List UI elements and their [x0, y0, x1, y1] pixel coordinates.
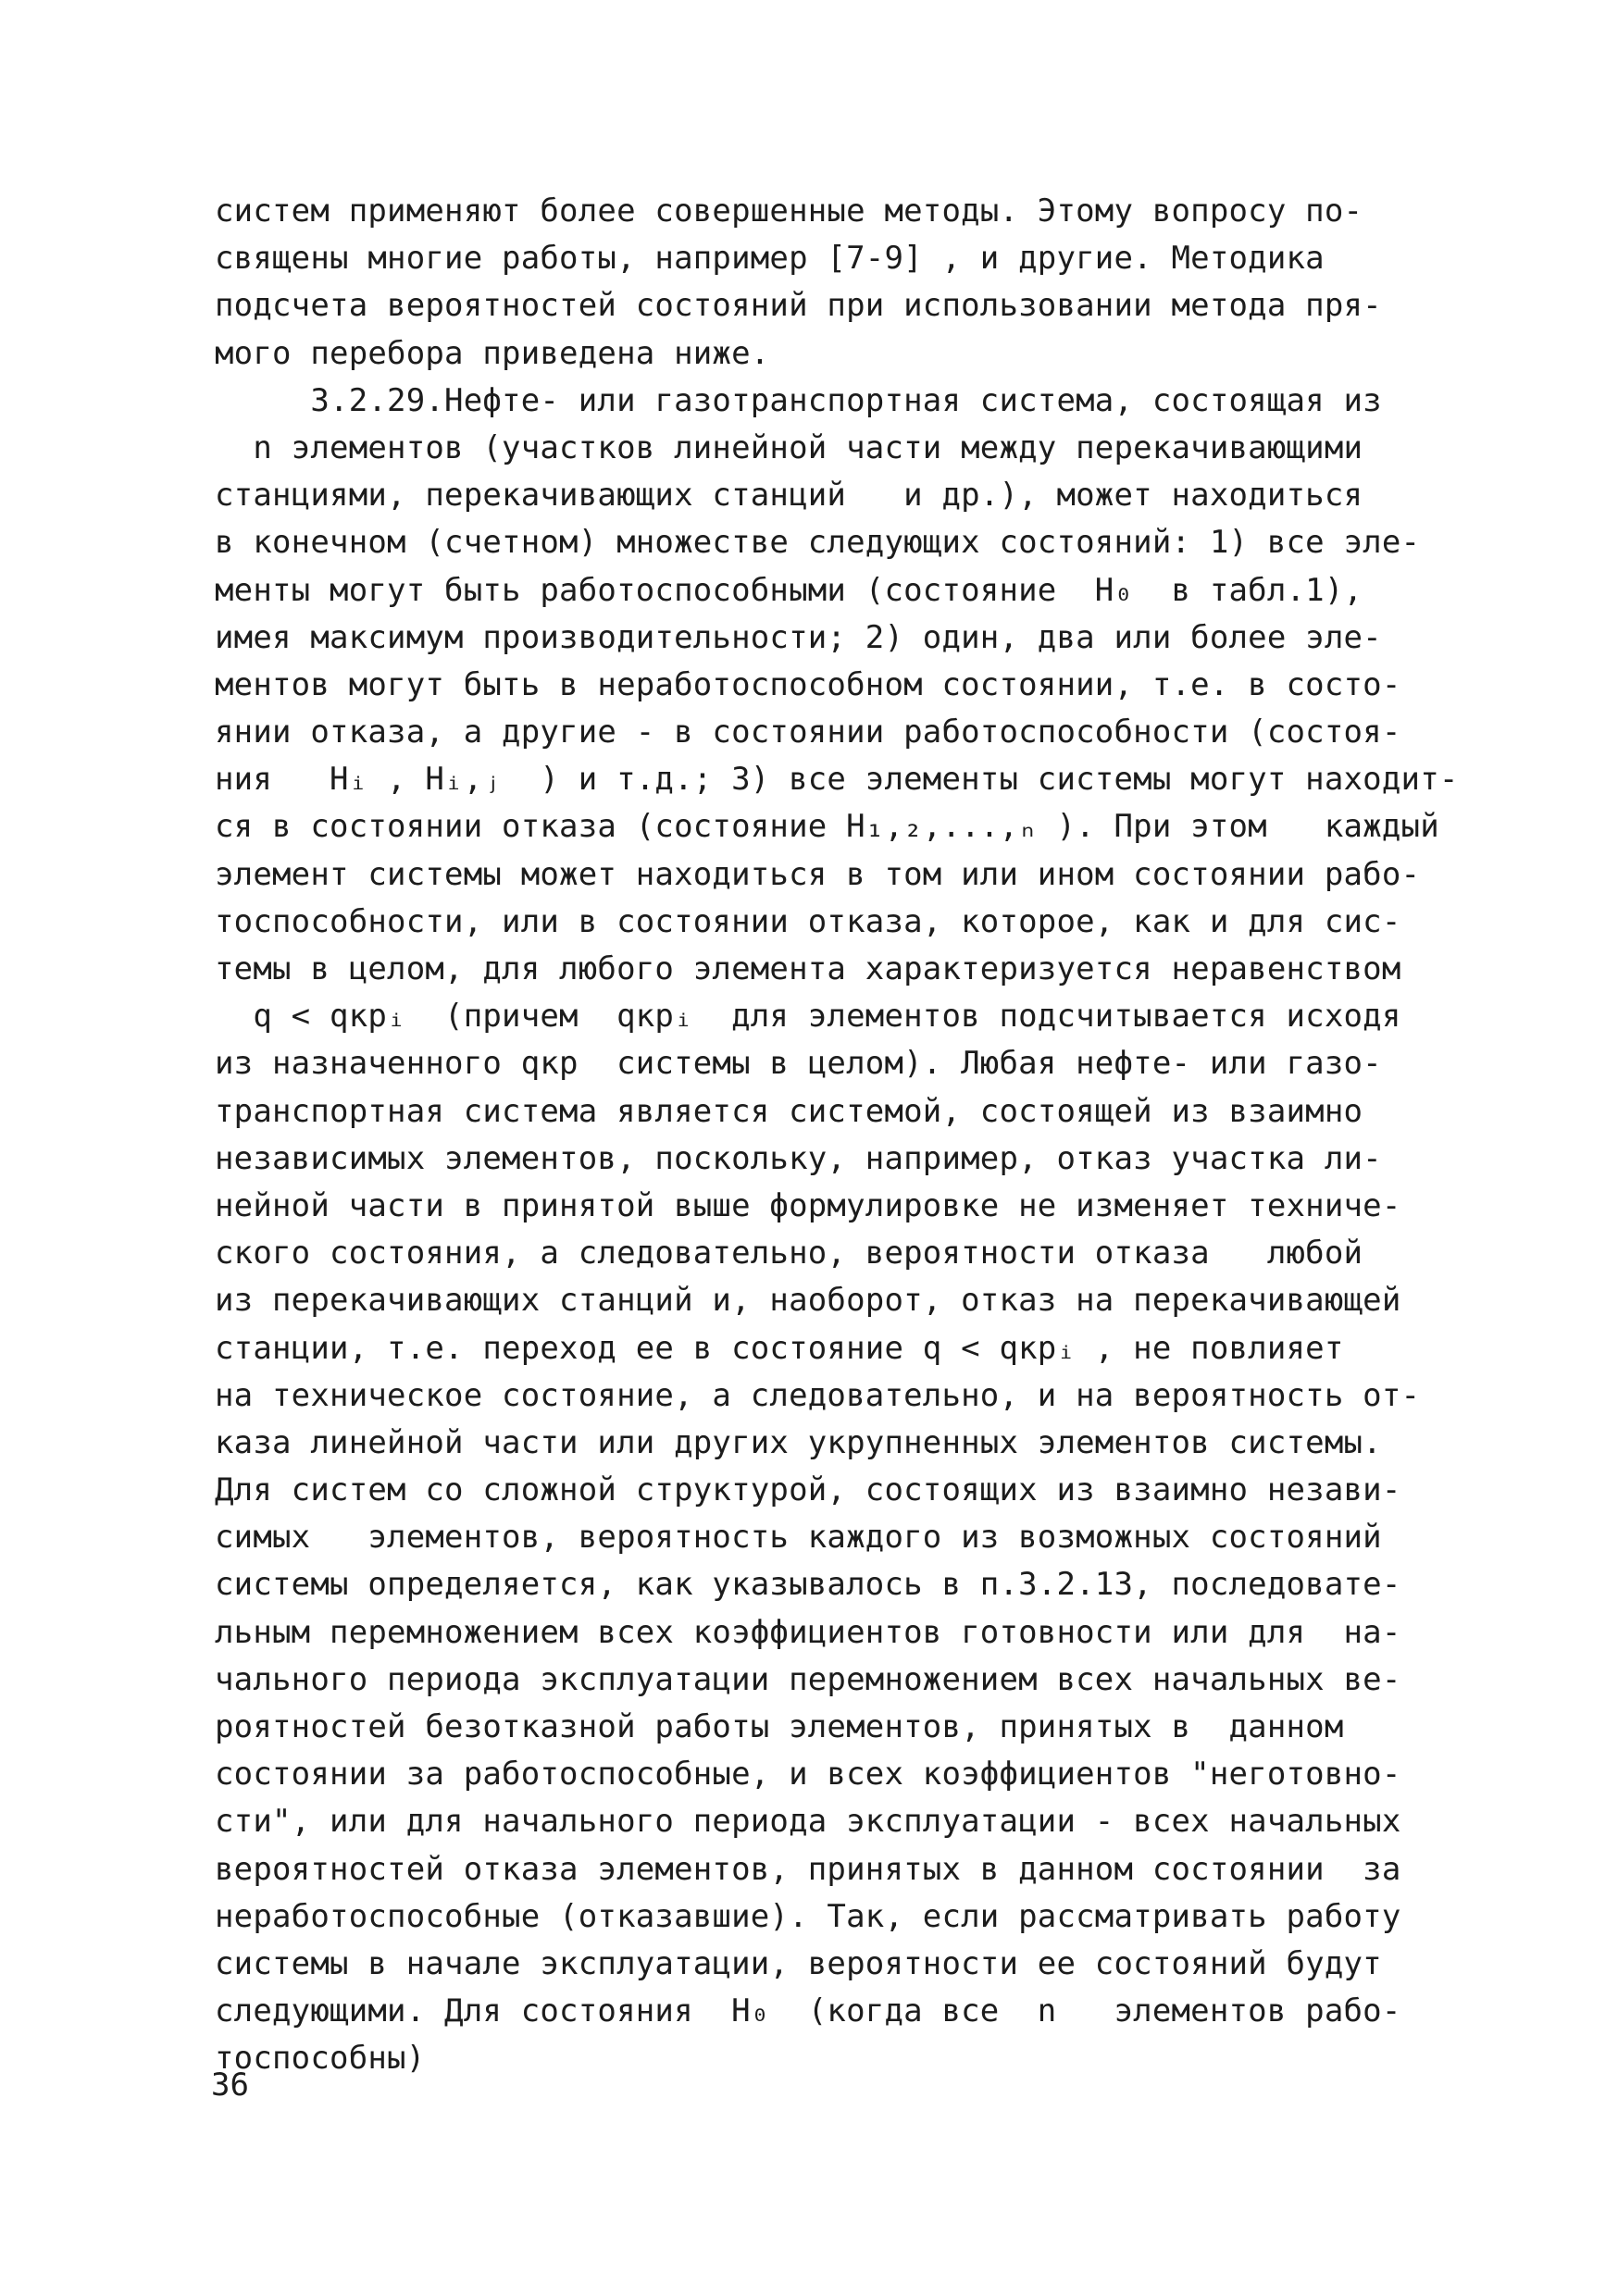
text-line: льным перемножением всех коэффициентов готовности или для на- [215, 1613, 1401, 1651]
text-line: тоспособности, или в состоянии отказа, которое, как и для сис- [215, 902, 1401, 940]
text-line: системы определяется, как указывалось в п.3.2.13, последовате- [215, 1566, 1401, 1604]
text-line: 3.2.29.Нефте- или газотранспортная система, состоящая из [215, 381, 1382, 419]
text-line: имея максимум производительности; 2) один, два или более эле- [215, 618, 1382, 656]
text-line: сти", или для начального периода эксплуатации - всех начальных [215, 1803, 1401, 1841]
text-line: мого перебора приведена ниже. [215, 334, 770, 372]
text-line: ния Hᵢ , Hᵢ,ⱼ ) и т.д.; 3) все элементы системы могут находит- [215, 761, 1459, 799]
text-line: систем применяют более совершенные методы. Этому вопросу по- [215, 192, 1363, 230]
text-line: ского состояния, а следовательно, вероятности отказа любой [215, 1235, 1363, 1272]
text-line: симых элементов, вероятность каждого из возможных состояний [215, 1519, 1382, 1557]
text-line: станциями, перекачивающих станций и др.), может находиться [215, 477, 1363, 515]
text-line: ся в состоянии отказа (состояние H₁,₂,...,ₙ ). При этом каждый [215, 808, 1439, 846]
text-line: n элементов (участков линейной части между перекачивающими [215, 428, 1363, 466]
text-line: Для систем со сложной структурой, состоящих из взаимно незави- [215, 1471, 1401, 1509]
text-line: священы многие работы, например [7-9] , и другие. Методика [215, 240, 1325, 278]
text-line: на техническое состояние, а следовательно, и на вероятность от- [215, 1376, 1421, 1414]
text-line: элемент системы может находиться в том или ином состоянии рабо- [215, 855, 1421, 893]
text-line: q < qкрᵢ (причем qкрᵢ для элементов подсчитывается исходя [215, 998, 1401, 1036]
text-line: ментов могут быть в неработоспособном состоянии, т.е. в состо- [215, 665, 1401, 703]
text-line: следующими. Для состояния H₀ (когда все n элементов рабо- [215, 1992, 1401, 2030]
page-number: 36 [211, 2066, 249, 2104]
text-line: янии отказа, а другие - в состоянии работоспособности (состоя- [215, 714, 1401, 751]
text-line: из перекачивающих станций и, наоборот, отказ на перекачивающей [215, 1282, 1401, 1320]
text-line: тоспособны) [215, 2040, 426, 2078]
text-line: каза линейной части или других укрупненных элементов системы. [215, 1423, 1382, 1461]
text-line: независимых элементов, поскольку, например, отказ участка ли- [215, 1139, 1382, 1177]
text-line: менты могут быть работоспособными (состояние H₀ в табл.1), [215, 571, 1363, 609]
text-line: темы в целом, для любого элемента характеризуется неравенством [215, 950, 1401, 987]
text-line: в конечном (счетном) множестве следующих состояний: 1) все эле- [215, 524, 1421, 562]
text-line: вероятностей отказа элементов, принятых в данном состоянии за [215, 1850, 1401, 1888]
text-line: из назначенного qкр системы в целом). Любая нефте- или газо- [215, 1045, 1382, 1083]
text-line: транспортная система является системой, состоящей из взаимно [215, 1092, 1363, 1130]
text-line: неработоспособные (отказавшие). Так, если рассматривать работу [215, 1897, 1401, 1935]
body-text [215, 188, 1459, 2083]
text-line: нейной части в принятой выше формулировке не изменяет техниче- [215, 1186, 1401, 1224]
text-line: подсчета вероятностей состояний при использовании метода пря- [215, 287, 1382, 325]
text-line: станции, т.е. переход ее в состояние q < qкрᵢ , не повлияет [215, 1329, 1344, 1367]
text-line: состоянии за работоспособные, и всех коэффициентов "неготовно- [215, 1756, 1401, 1793]
text-line: чального периода эксплуатации перемножением всех начальных ве- [215, 1660, 1401, 1698]
text-line: системы в начале эксплуатации, вероятности ее состояний будут [215, 1944, 1382, 1982]
text-line: роятностей безотказной работы элементов, принятых в данном [215, 1708, 1344, 1745]
